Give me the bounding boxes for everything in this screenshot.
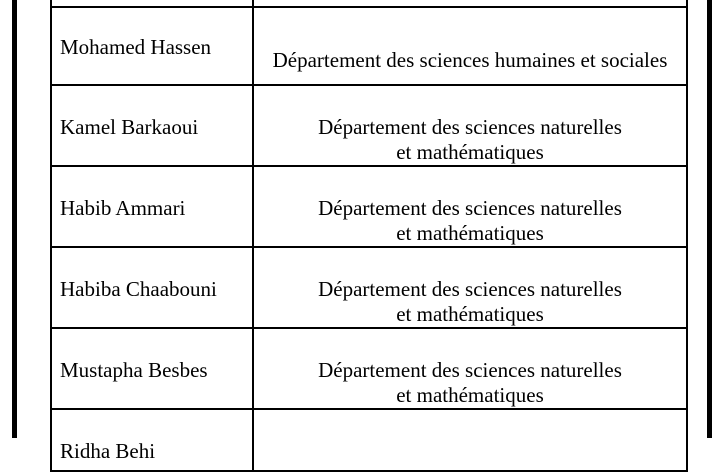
department-cell [253, 166, 687, 247]
document-page [12, 0, 712, 463]
member-name: Kamel Barkaoui [60, 115, 199, 139]
table-row [51, 7, 687, 85]
member-name: Habiba Chaabouni [60, 277, 217, 301]
department-line: Département des sciences naturelles [318, 196, 622, 220]
department-line: Département des sciences naturelles [318, 358, 622, 382]
members-table [50, 0, 688, 472]
table-row [51, 409, 687, 471]
department-cell [253, 328, 687, 409]
name-cell [51, 0, 253, 7]
department-name [254, 248, 686, 327]
department-name: Département des sciences humaines et sociales [272, 48, 668, 72]
name-cell [51, 247, 253, 328]
name-cell [51, 328, 253, 409]
department-cell [253, 409, 687, 471]
department-line: et mathématiques [396, 140, 544, 164]
member-name: Habib Ammari [60, 196, 186, 220]
table-row [51, 247, 687, 328]
name-cell [51, 166, 253, 247]
department-line: et mathématiques [396, 302, 544, 326]
department-cell [253, 85, 687, 166]
member-name: Mustapha Besbes [60, 358, 208, 382]
department-line: Département des sciences naturelles [318, 115, 622, 139]
department-line: et mathématiques [396, 383, 544, 407]
department-name [254, 329, 686, 408]
name-cell [51, 7, 253, 85]
department-name [254, 86, 686, 165]
member-name: Ridha Behi [60, 439, 156, 463]
table-row [51, 166, 687, 247]
department-cell [253, 7, 687, 85]
department-cell [253, 247, 687, 328]
name-cell [51, 409, 253, 471]
member-name: Mohamed Hassen [60, 35, 212, 59]
department-line: Département des sciences naturelles [318, 277, 622, 301]
department-name [254, 167, 686, 246]
table-row [51, 85, 687, 166]
name-cell [51, 85, 253, 166]
department-cell [253, 0, 687, 7]
department-line: et mathématiques [396, 221, 544, 245]
table-row-previous [51, 0, 687, 7]
table-row [51, 328, 687, 409]
